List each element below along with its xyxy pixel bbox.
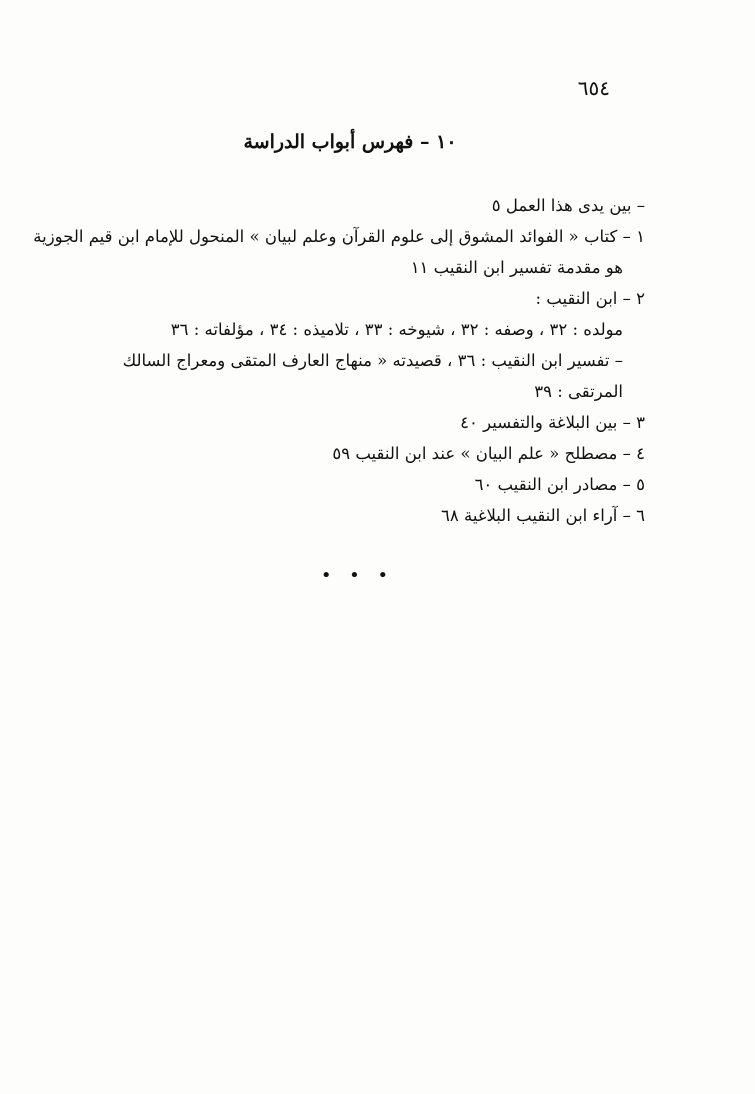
toc-entry-5: ٥ – مصادر ابن النقيب ٦٠	[474, 475, 645, 494]
toc-entry-1-continued: هو مقدمة تفسير ابن النقيب ١١	[410, 258, 623, 277]
toc-entry-6: ٦ – آراء ابن النقيب البلاغية ٦٨	[441, 506, 645, 525]
toc-entry-4: ٤ – مصطلح « علم البيان » عند ابن النقيب ٥٩	[332, 444, 645, 463]
toc-entry-1: ١ – كتاب « الفوائد المشوق إلى علوم القرآن وعلم لبيان » المنحول للإمام ابن قيم الجوزية	[33, 227, 645, 246]
toc-subentry-tafsir: – تفسير ابن النقيب : ٣٦ ، قصيدته « منهاج العارف المتقى ومعراج السالك	[122, 351, 623, 370]
section-title: ١٠ – فهرس أبواب الدراسة	[243, 131, 457, 153]
toc-entry-preface: – بين يدى هذا العمل ٥	[491, 196, 645, 215]
toc-entry-2: ٢ – ابن النقيب :	[535, 289, 645, 308]
table-of-contents	[33, 190, 645, 531]
toc-subentry-tafsir-continued: المرتقى : ٣٩	[534, 382, 623, 401]
toc-entry-3: ٣ – بين البلاغة والتفسير ٤٠	[460, 413, 645, 432]
end-ornament: • • •	[320, 565, 395, 586]
page-number: ٦٥٤	[577, 76, 610, 100]
toc-subentry-biography: مولده : ٣٢ ، وصفه : ٣٢ ، شيوخه : ٣٣ ، تلاميذه : ٣٤ ، مؤلفاته : ٣٦	[170, 320, 623, 339]
